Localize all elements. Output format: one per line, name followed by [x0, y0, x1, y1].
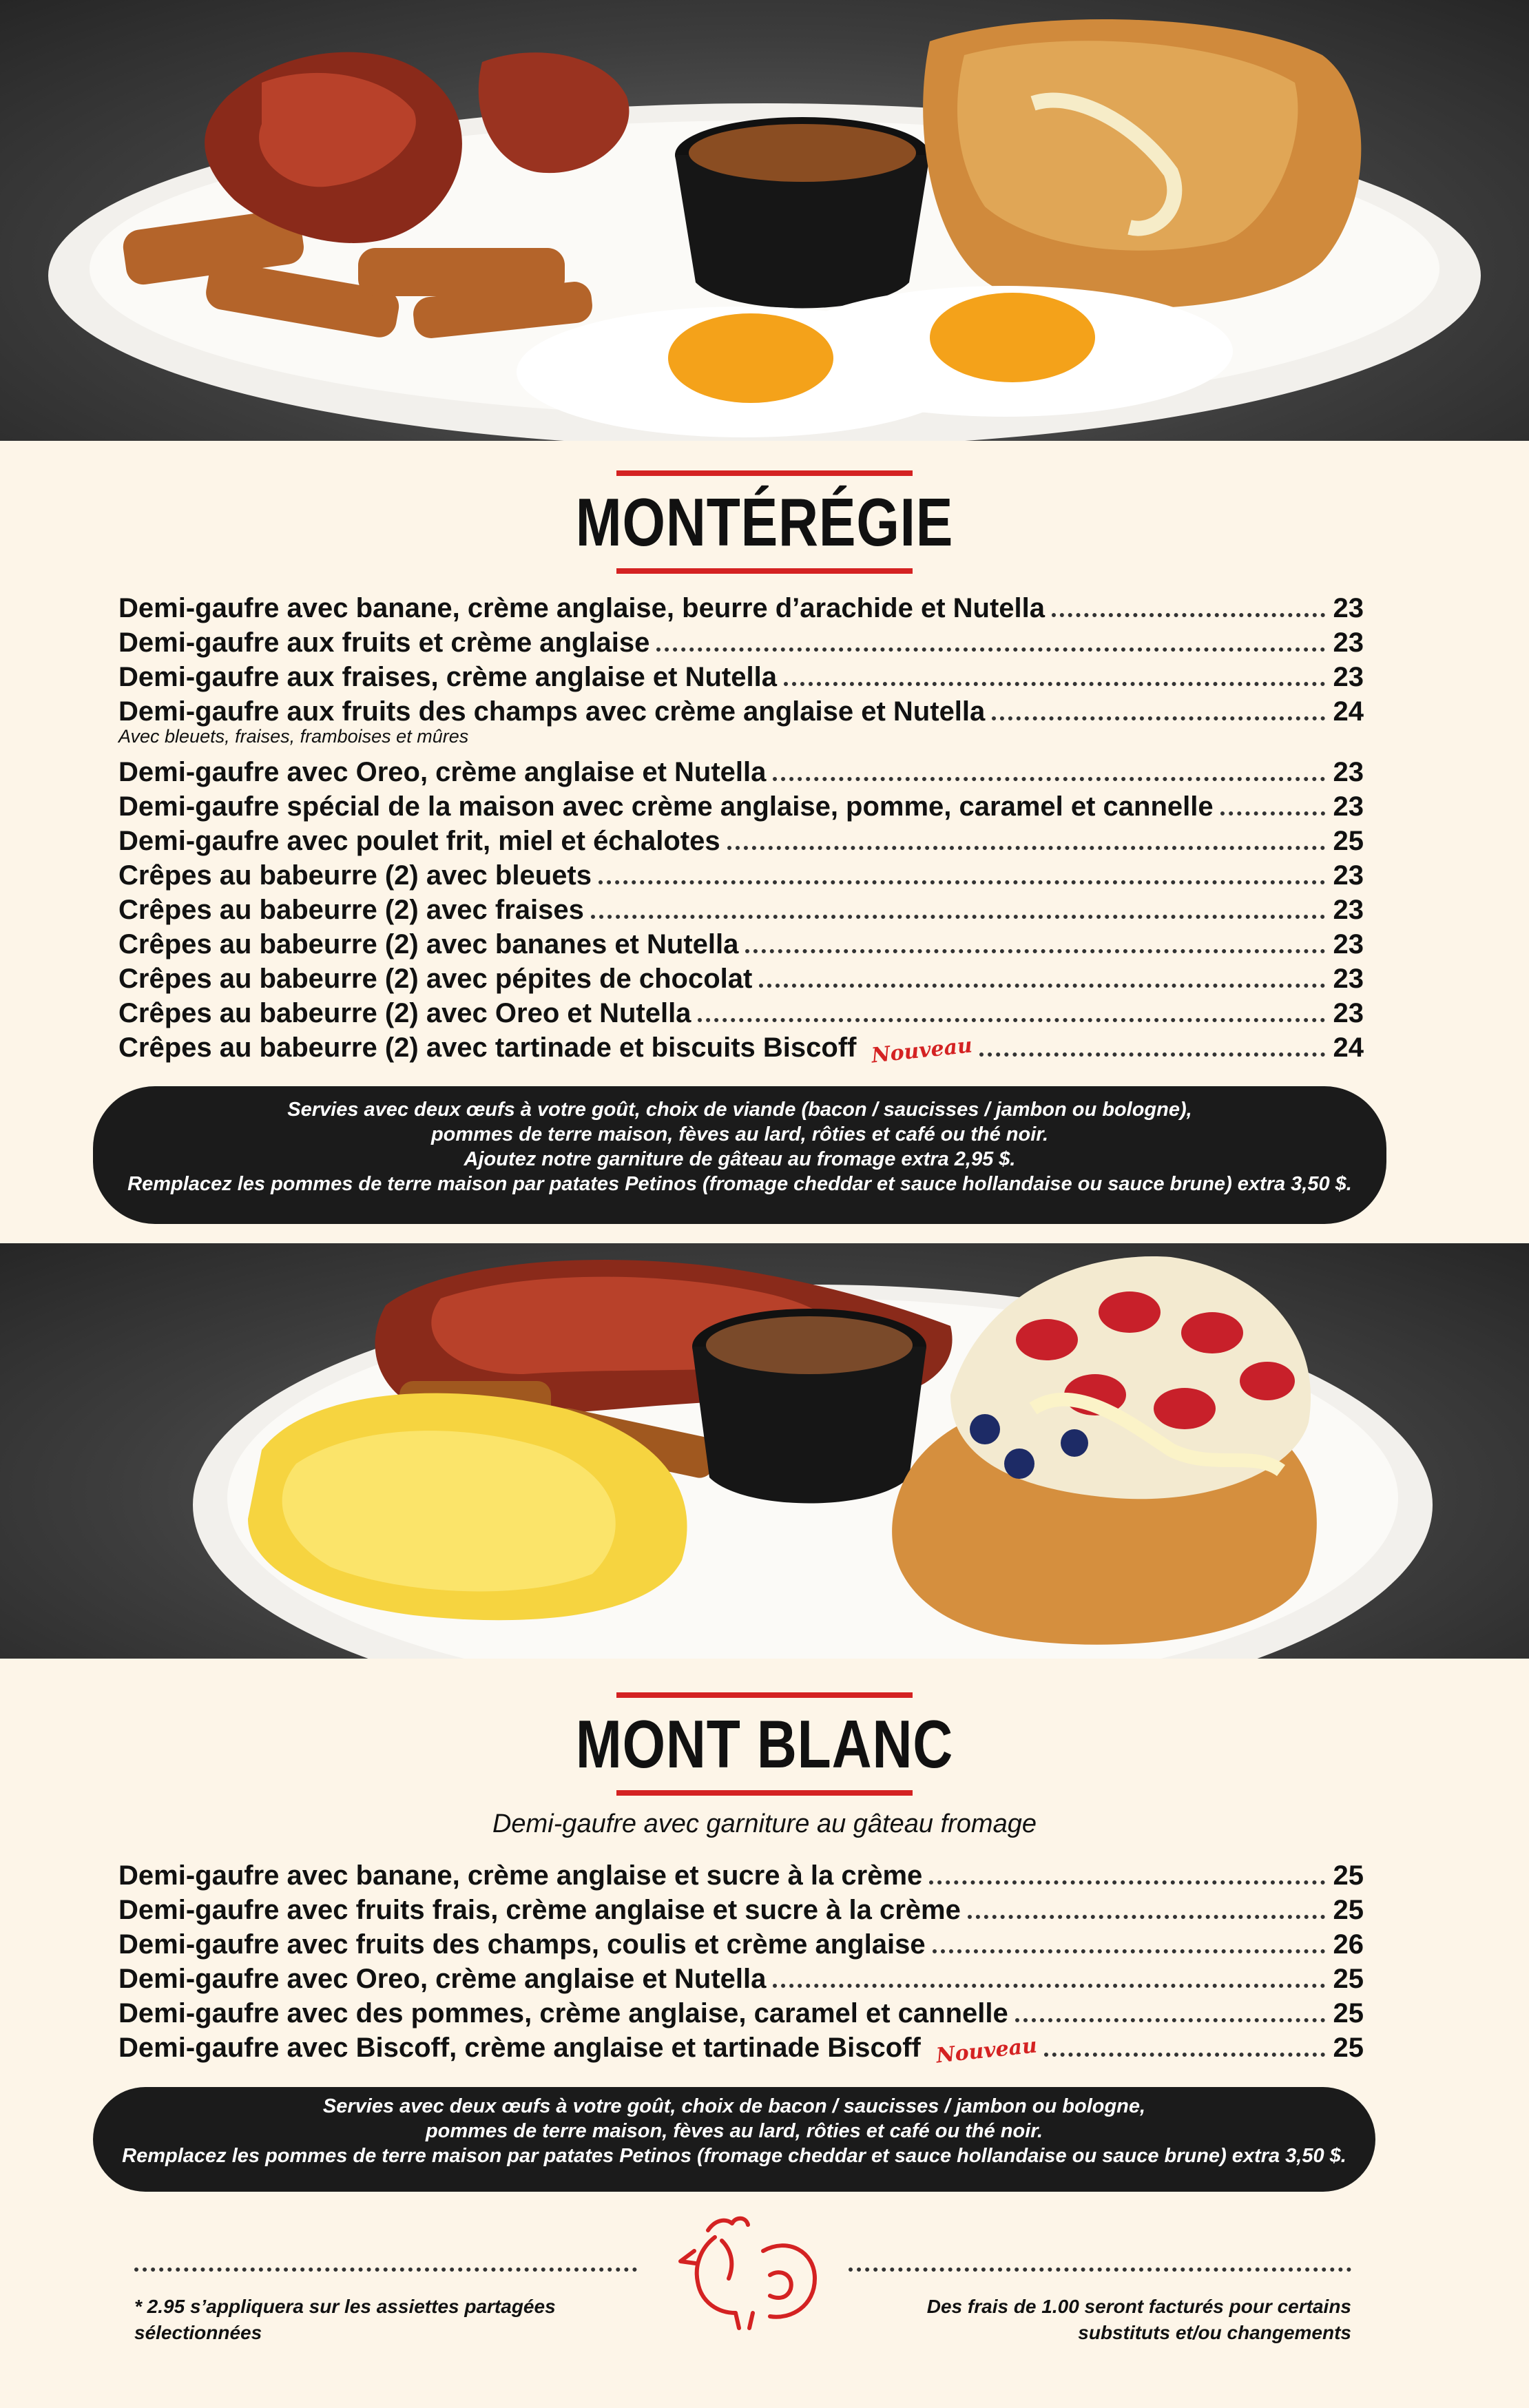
menu-item-name: Demi-gaufre avec banane, crème anglaise et sucre à la crème	[118, 1860, 923, 1891]
menu-item-name: Crêpes au babeurre (2) avec tartinade et biscuits Biscoff	[118, 1032, 857, 1063]
dot-leader	[933, 1949, 1325, 1953]
menu-item-price: 24	[1333, 1032, 1364, 1063]
menu-item	[118, 755, 1364, 789]
menu-item-name: Demi-gaufre spécial de la maison avec crème anglaise, pomme, caramel et cannelle	[118, 791, 1214, 822]
menu-item-price: 23	[1333, 895, 1364, 925]
menu-item-price: 25	[1333, 2033, 1364, 2063]
dot-leader	[773, 1984, 1325, 1988]
info-line: Servies avec deux œufs à votre goût, choix de viande (bacon / saucisses / jambon ou bologne),	[287, 1099, 1192, 1121]
dot-leader	[773, 777, 1325, 781]
menu-item	[118, 824, 1364, 858]
menu-item	[118, 1996, 1364, 2031]
menu-item-name: Crêpes au babeurre (2) avec fraises	[118, 895, 584, 925]
menu-item-name: Demi-gaufre aux fruits des champs avec crème anglaise et Nutella	[118, 696, 986, 727]
info-line: Ajoutez notre garniture de gâteau au fromage extra 2,95 $.	[464, 1148, 1016, 1170]
dot-leader	[698, 1018, 1325, 1022]
info-box-mont-blanc	[93, 2087, 1375, 2192]
dot-leader	[979, 1052, 1325, 1057]
menu-item-note: Avec bleuets, fraises, framboises et mûres	[118, 726, 469, 747]
menu-list-mont-blanc	[118, 1858, 1364, 2068]
menu-item-name: Demi-gaufre aux fraises, crème anglaise et Nutella	[118, 662, 777, 692]
info-line: pommes de terre maison, fèves au lard, rôties et café ou thé noir.	[425, 2120, 1043, 2142]
dot-leader	[784, 682, 1325, 686]
dot-leader	[1052, 613, 1325, 617]
menu-item	[118, 1927, 1364, 1962]
menu-item-name: Demi-gaufre avec des pommes, crème anglaise, caramel et cannelle	[118, 1998, 1008, 2028]
dot-leader	[727, 846, 1325, 850]
menu-item-price: 23	[1333, 860, 1364, 891]
menu-item-price: 25	[1333, 1860, 1364, 1891]
menu-item-price: 23	[1333, 998, 1364, 1028]
menu-item-name: Crêpes au babeurre (2) avec bleuets	[118, 860, 592, 891]
dot-leader	[745, 949, 1325, 953]
menu-item	[118, 1962, 1364, 1996]
heading-rule-top	[616, 470, 913, 476]
menu-item-price: 23	[1333, 593, 1364, 623]
dot-leader	[1220, 811, 1325, 816]
menu-item	[118, 858, 1364, 893]
menu-item	[118, 2031, 1364, 2068]
menu-item-name: Demi-gaufre avec Biscoff, crème anglaise et tartinade Biscoff	[118, 2033, 921, 2063]
menu-item-price: 23	[1333, 627, 1364, 658]
menu-item-name: Demi-gaufre aux fruits et crème anglaise	[118, 627, 650, 658]
menu-item	[118, 996, 1364, 1030]
menu-item-name: Crêpes au babeurre (2) avec Oreo et Nutella	[118, 998, 691, 1028]
menu-item-price: 26	[1333, 1929, 1364, 1960]
footnote-substitution-fees: Des frais de 1.00 seront facturés pour certains substituts et/ou changements	[926, 2296, 1351, 2343]
menu-item-name: Demi-gaufre avec banane, crème anglaise, beurre d’arachide et Nutella	[118, 593, 1045, 623]
info-line: Servies avec deux œufs à votre goût, choix de bacon / saucisses / jambon ou bologne,	[322, 2095, 1146, 2117]
menu-item	[118, 789, 1364, 824]
menu-item-price: 23	[1333, 757, 1364, 787]
menu-item-price: 25	[1333, 826, 1364, 856]
menu-item-price: 23	[1333, 791, 1364, 822]
menu-item-price: 23	[1333, 964, 1364, 994]
footnote-shared-plates: * 2.95 s’appliquera sur les assiettes partagées sélectionnées	[134, 2296, 556, 2343]
dot-leader	[656, 647, 1325, 652]
section-subtitle: Demi-gaufre avec garniture au gâteau fromage	[492, 1809, 1037, 1838]
info-line: Remplacez les pommes de terre maison par patates Petinos (fromage cheddar et sauce hollandaise ou sauce brune) extra 3,50 $.	[122, 2145, 1346, 2167]
footer-divider-left	[134, 2267, 637, 2272]
menu-item	[118, 625, 1364, 660]
section-heading-mont-blanc	[0, 1692, 1529, 1796]
menu-item-name: Demi-gaufre avec poulet frit, miel et échalotes	[118, 826, 720, 856]
dot-leader	[1044, 2053, 1325, 2057]
menu-item-price: 25	[1333, 1895, 1364, 1925]
dot-leader	[591, 915, 1325, 919]
menu-item-name: Demi-gaufre avec Oreo, crème anglaise et Nutella	[118, 757, 767, 787]
info-line: Remplacez les pommes de terre maison par patates Petinos (fromage cheddar et sauce hollandaise ou sauce brune) extra 3,50 $.	[127, 1173, 1352, 1195]
dot-leader	[929, 1880, 1325, 1885]
footer-divider-right	[849, 2267, 1351, 2272]
dot-leader	[992, 716, 1325, 720]
menu-item	[118, 1030, 1364, 1068]
rooster-icon	[667, 2210, 832, 2334]
new-badge: Nouveau	[870, 1033, 974, 1068]
menu-item	[118, 591, 1364, 625]
section-heading-monteregie	[0, 470, 1529, 574]
menu-item-price: 23	[1333, 929, 1364, 959]
section-title: MONTÉRÉGIE	[575, 484, 954, 560]
hero-photo-breakfast-plate	[0, 0, 1529, 441]
menu-item-price: 25	[1333, 1964, 1364, 1994]
menu-item-name: Crêpes au babeurre (2) avec bananes et Nutella	[118, 929, 739, 959]
new-badge: Nouveau	[935, 2033, 1039, 2068]
menu-item-price: 23	[1333, 662, 1364, 692]
menu-item	[118, 962, 1364, 996]
info-line: pommes de terre maison, fèves au lard, rôties et café ou thé noir.	[430, 1123, 1049, 1145]
dot-leader	[599, 880, 1325, 884]
menu-item	[118, 927, 1364, 962]
dot-leader	[968, 1915, 1325, 1919]
heading-rule-top	[616, 1692, 913, 1698]
menu-item-price: 25	[1333, 1998, 1364, 2028]
menu-item	[118, 694, 1364, 729]
menu-item-name: Demi-gaufre avec fruits des champs, coulis et crème anglaise	[118, 1929, 926, 1960]
menu-item	[118, 1893, 1364, 1927]
dot-leader	[1015, 2018, 1325, 2022]
menu-list-monteregie	[118, 591, 1364, 1068]
menu-item	[118, 1858, 1364, 1893]
info-box-monteregie	[93, 1086, 1386, 1224]
section-title: MONT BLANC	[575, 1706, 954, 1782]
menu-item-name: Demi-gaufre avec fruits frais, crème anglaise et sucre à la crème	[118, 1895, 961, 1925]
menu-item-name: Crêpes au babeurre (2) avec pépites de chocolat	[118, 964, 753, 994]
hero-photo-waffle-plate	[0, 1243, 1529, 1659]
menu-item	[118, 893, 1364, 927]
menu-item-name: Demi-gaufre avec Oreo, crème anglaise et Nutella	[118, 1964, 767, 1994]
menu-item-price: 24	[1333, 696, 1364, 727]
dot-leader	[759, 984, 1325, 988]
heading-rule-bottom	[616, 1790, 913, 1796]
menu-item	[118, 660, 1364, 694]
heading-rule-bottom	[616, 568, 913, 574]
